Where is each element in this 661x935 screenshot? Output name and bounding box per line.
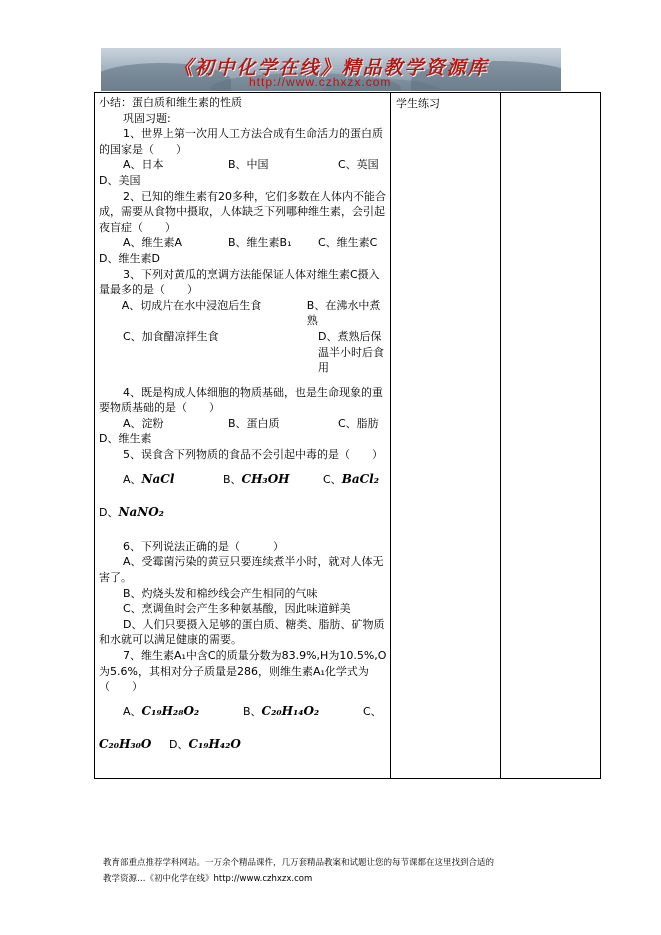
option-c: C、 xyxy=(323,472,342,486)
option-d: D、美国 xyxy=(99,173,141,187)
option-a: A、淀粉 xyxy=(123,416,164,430)
question-3-options-ab xyxy=(99,298,387,329)
option-d: D、煮熟后保温半小时后食用 xyxy=(318,329,384,375)
question-2-stem: 2、已知的维生素有20多种，它们多数在人体内不能合成，需要从食物中摄取，人体缺乏下列哪种维生素，会引起夜盲症（ ） xyxy=(99,189,386,234)
option-b: B、灼烧头发和棉纱线会产生相同的气味 xyxy=(123,586,318,600)
option-a: A、 xyxy=(123,472,142,486)
option-b: B、维生素B₁ xyxy=(228,236,292,250)
option-c: C、英国 xyxy=(338,158,379,172)
page-footer xyxy=(103,855,573,887)
question-3-options-cd xyxy=(99,329,387,376)
option-d: D、人们只要摄入足够的蛋白质、糖类、脂肪、矿物质和水就可以满足健康的需要。 xyxy=(99,617,385,647)
question-1-stem: 1、世界上第一次用人工方法合成有生命活力的蛋白质的国家是（ ） xyxy=(99,127,383,156)
option-c: C、 xyxy=(363,704,382,718)
footer-line-1: 教育部重点推荐学科网站。一万余个精品课件，几万套精品教案和试题让您的每节课都在这里找到合适的 xyxy=(103,858,495,868)
section-label: 巩固习题: xyxy=(123,111,171,125)
header-banner xyxy=(101,48,561,91)
footer-line-2: 教学资源…《初中化学在线》http://www.czhxzx.com xyxy=(103,874,313,884)
question-5-option-d xyxy=(99,505,387,521)
option-c: C、烹调鱼时会产生多种氨基酸，因此味道鲜美 xyxy=(123,602,351,616)
option-a: A、 xyxy=(123,704,142,718)
question-2-options xyxy=(99,235,387,251)
formula-bacl2: BaCl₂ xyxy=(341,471,379,486)
option-d: D、 xyxy=(99,506,119,520)
lesson-content xyxy=(99,95,387,753)
option-d: D、 xyxy=(169,738,189,752)
formula-c19h42o: C₁₉H₄₂O xyxy=(188,737,241,752)
option-d: D、维生素 xyxy=(99,432,152,446)
option-b: B、 xyxy=(243,704,262,718)
option-c: C、维生素C xyxy=(318,236,378,250)
option-a: A、日本 xyxy=(123,158,164,172)
option-a: A、受霉菌污染的黄豆只要连续煮半小时，就对人体无害了。 xyxy=(99,555,384,585)
option-b: B、 xyxy=(223,472,242,486)
formula-c20h30o: C₂₀H₃₀O xyxy=(99,737,152,752)
question-6-stem: 6、下列说法正确的是（ ） xyxy=(123,539,284,553)
formula-nano2: NaNO₂ xyxy=(118,505,164,520)
formula-c19h28o2: C₁₉H₂₈O₂ xyxy=(141,703,200,718)
question-4-options xyxy=(99,416,387,432)
table-column-divider xyxy=(500,92,501,779)
table-column-divider xyxy=(390,92,391,779)
option-c: C、加食醋凉拌生食 xyxy=(123,329,219,343)
question-5-stem: 5、误食含下列物质的食品不会引起中毒的是（ ） xyxy=(123,448,383,462)
question-1-options xyxy=(99,157,387,173)
banner-title: 《初中化学在线》精品教学资源库 xyxy=(173,57,489,79)
summary-heading: 小结：蛋白质和维生素的性质 xyxy=(99,96,242,109)
question-7-options-abc xyxy=(99,704,387,720)
student-practice-header: 学生练习 xyxy=(396,97,440,110)
question-3-stem: 3、下列对黄瓜的烹调方法能保证人体对维生素C摄入量最多的是（ ） xyxy=(99,267,380,297)
option-a: A、维生素A xyxy=(123,236,183,250)
question-5-options xyxy=(99,472,387,488)
option-c: C、脂肪 xyxy=(338,416,379,430)
formula-ch3oh: CH₃OH xyxy=(241,471,290,486)
option-d: D、维生素D xyxy=(99,251,160,265)
option-b: B、在沸水中煮熟 xyxy=(306,298,381,328)
question-7-options-cd xyxy=(99,737,387,753)
question-4-stem: 4、既是构成人体细胞的物质基础，也是生命现象的重要物质基础的是（ ） xyxy=(99,385,383,415)
option-b: B、蛋白质 xyxy=(228,416,280,430)
banner-url[interactable]: http://www.czhxzx.com xyxy=(249,75,392,89)
formula-nacl: NaCl xyxy=(141,471,175,486)
formula-c20h14o2: C₂₀H₁₄O₂ xyxy=(261,703,320,718)
option-a: A、切成片在水中浸泡后生食 xyxy=(121,298,262,312)
option-b: B、中国 xyxy=(228,158,269,172)
question-7-stem: 7、维生素A₁中含C的质量分数为83.9%,H为10.5%,O为5.6%，其相对分子质量是286，则维生素A₁化学式为（ ） xyxy=(99,649,387,694)
